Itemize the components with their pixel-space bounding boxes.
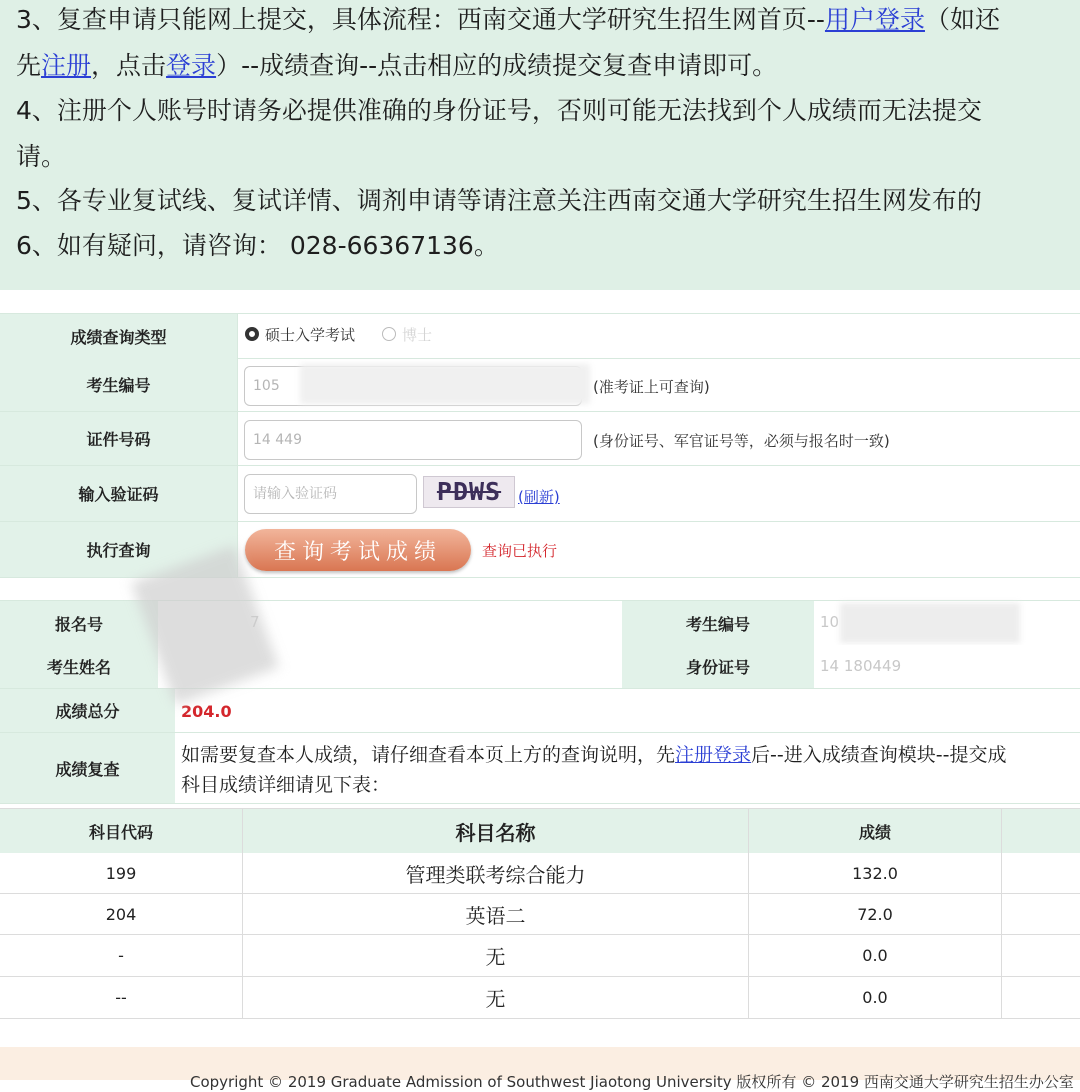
register-login-link[interactable]: 注册登录 (675, 744, 752, 766)
subject-name-cell: 无 (485, 945, 506, 969)
info-row-review (0, 733, 1080, 804)
id-number-hint: (身份证号、军官证号等，必须与报名时一致) (593, 432, 890, 450)
exam-number-info-label: 考生编号 (622, 601, 814, 645)
subject-name-cell: 英语二 (465, 903, 526, 928)
exam-number-hint: (准考证上可查询) (593, 378, 710, 396)
exam-number-input[interactable]: 105 (244, 366, 582, 406)
header-subject-code: 科目代码 (88, 822, 153, 842)
exam-number-label: 考生编号 (0, 358, 238, 411)
query-type-row (0, 313, 1080, 359)
login-link[interactable]: 登录 (166, 51, 217, 80)
instruction-item-4: 4、注册个人账号时请务必提供准确的身份证号，否则可能无法找到个人成绩而无法提交 (16, 96, 982, 125)
total-score-value: 204.0 (181, 702, 232, 721)
captcha-row (0, 466, 1080, 522)
subject-score-cell: 0.0 (862, 988, 888, 1007)
id-card-value: 14 180449 (820, 657, 902, 675)
column-divider (1001, 935, 1002, 976)
captcha-input[interactable]: 请输入验证码 (244, 474, 417, 514)
column-divider (1001, 977, 1002, 1018)
subject-score-cell: 132.0 (852, 863, 898, 883)
execute-query-row (0, 522, 1080, 578)
radio-doctor-exam[interactable] (382, 327, 396, 341)
column-divider (1001, 894, 1002, 934)
subject-code-cell: 204 (105, 904, 137, 924)
column-divider (1001, 809, 1002, 853)
redacted-exam-input (300, 364, 590, 404)
subject-name-cell: 无 (485, 987, 506, 1011)
candidate-name-label: 考生姓名 (0, 645, 158, 688)
id-number-label: 证件号码 (0, 412, 238, 465)
captcha-refresh-link[interactable]: (刷新) (518, 488, 560, 506)
instruction-item-3: 3、复查申请只能网上提交，具体流程：西南交通大学研究生招生网首页--用户登录（如还 (16, 5, 1000, 34)
captcha-image: PDWS (423, 476, 515, 508)
subject-code-cell: -- (115, 988, 127, 1007)
instruction-item-4-cont: 请。 (16, 142, 67, 171)
header-subject-name: 科目名称 (455, 820, 536, 845)
instruction-item-6: 6、如有疑问，请咨询： 028-66367136。 (16, 231, 499, 260)
header-score: 成绩 (858, 822, 891, 842)
score-detail-note: 科目成绩详细请见下表： (181, 774, 391, 796)
copyright-text: Copyright © 2019 Graduate Admission of Southwest Jiaotong University 版权所有 © 2019 西南交通大学研究生招生办公室 (190, 1073, 1074, 1091)
instruction-item-3-cont: 先注册，点击登录）--成绩查询--点击相应的成绩提交复查申请即可。 (16, 51, 778, 80)
execute-query-label: 执行查询 (0, 522, 238, 577)
radio-master-exam[interactable] (245, 327, 259, 341)
column-divider (1001, 853, 1002, 893)
id-card-label: 身份证号 (622, 645, 814, 688)
subject-code-cell: 199 (105, 863, 137, 883)
instruction-item-5: 5、各专业复试线、复试详情、调剂申请等请注意关注西南交通大学研究生招生网发布的 (16, 186, 982, 215)
table-row (0, 935, 1080, 977)
id-number-input[interactable]: 14 449 (244, 420, 582, 460)
register-link[interactable]: 注册 (41, 51, 92, 80)
info-row-total (0, 689, 1080, 733)
table-row (0, 894, 1080, 935)
redacted-exam-number (840, 603, 1020, 643)
total-score-label: 成绩总分 (0, 689, 175, 732)
score-review-label: 成绩复查 (0, 733, 175, 803)
subject-score-cell: 0.0 (862, 946, 888, 965)
query-score-button[interactable]: 查询考试成绩 (245, 529, 471, 571)
query-instructions (0, 0, 1080, 290)
query-type-label: 成绩查询类型 (0, 314, 238, 358)
subject-code-cell: - (118, 946, 124, 965)
subject-score-cell: 72.0 (857, 904, 893, 924)
captcha-label: 输入验证码 (0, 466, 238, 521)
id-number-row (0, 412, 1080, 466)
exam-number-info-value: 10 (820, 613, 840, 631)
user-login-link[interactable]: 用户登录 (824, 5, 925, 34)
table-row (0, 853, 1080, 894)
subject-name-cell: 管理类联考综合能力 (405, 862, 586, 887)
page-footer (0, 1047, 1080, 1091)
radio-master-label: 硕士入学考试 (265, 326, 356, 344)
score-review-text: 如需要复查本人成绩，请仔细查看本页上方的查询说明，先注册登录后--进入成绩查询模块--提交成 (181, 744, 1007, 766)
table-row (0, 977, 1080, 1019)
score-table-header (0, 808, 1080, 854)
radio-doctor-label: 博士 (402, 326, 433, 344)
query-status-text: 查询已执行 (482, 542, 558, 560)
registration-number-label: 报名号 (0, 601, 158, 645)
